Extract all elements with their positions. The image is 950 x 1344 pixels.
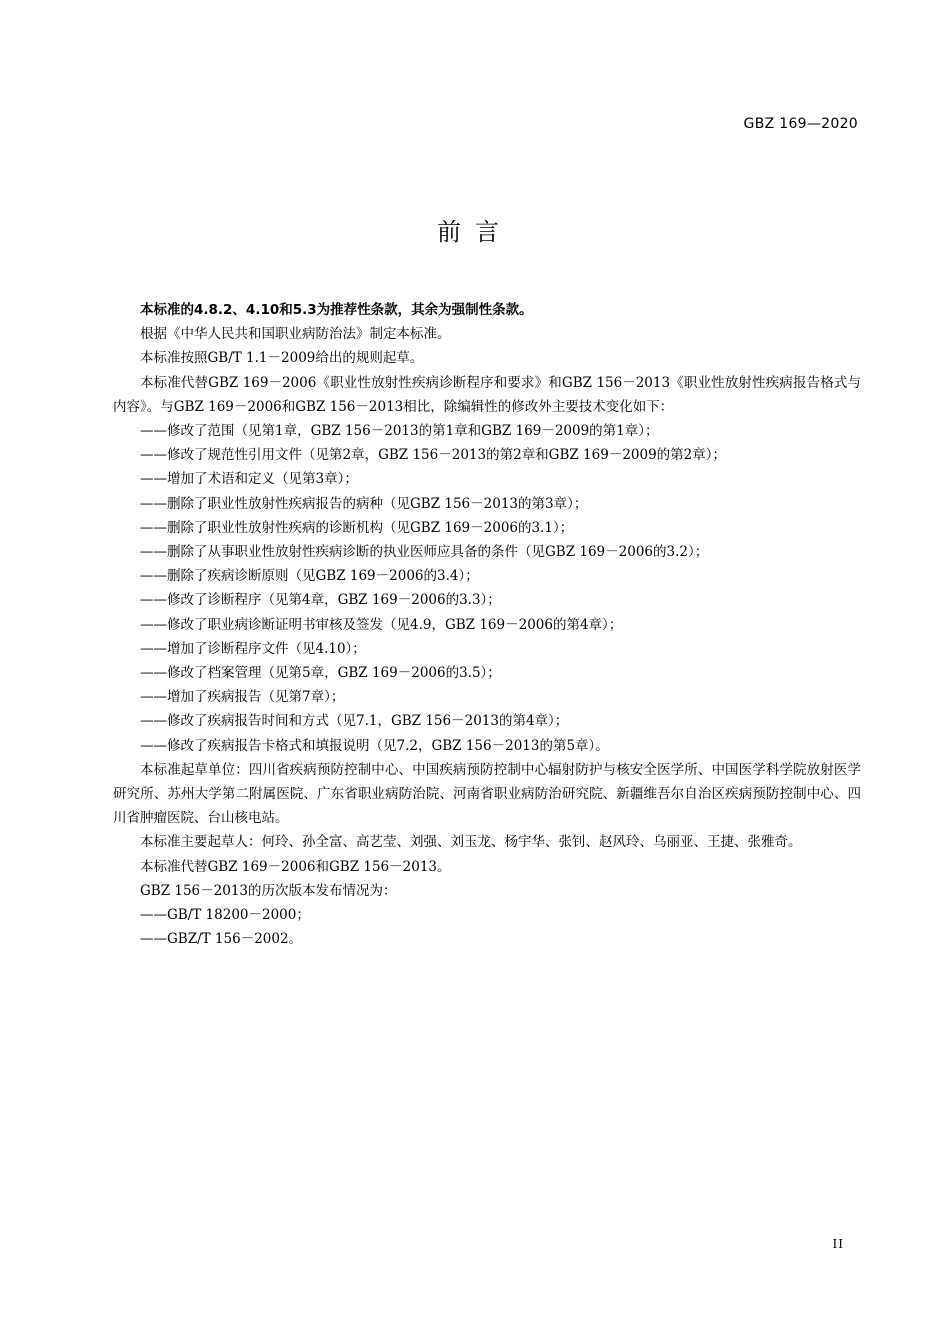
paragraph-recommended-clauses: 本标准的4.8.2、4.10和5.3为推荐性条款，其余为强制性条款。: [140, 302, 533, 318]
paragraph-version-history: GBZ 156－2013的历次版本发布情况为：: [140, 882, 397, 899]
list-item: ——修改了诊断程序（见第4章，GBZ 169－2006的3.3）；: [140, 592, 501, 609]
list-item: ——GBZ/T 156－2002。: [140, 931, 303, 948]
standard-code: GBZ 169—2020: [743, 116, 858, 132]
paragraph-main-drafters: 本标准主要起草人：何玲、孙全富、高艺莹、刘强、刘玉龙、杨宇华、张钊、赵风玲、乌丽亚、王捷、张雅奇。: [140, 834, 802, 851]
list-item: ——修改了疾病报告卡格式和填报说明（见7.2，GBZ 156－2013的第5章）。: [140, 737, 609, 754]
list-item: ——增加了术语和定义（见第3章）；: [140, 471, 358, 488]
paragraph-replaces: 本标准代替GBZ 169－2006和GBZ 156－2013。: [140, 858, 451, 875]
list-item: ——修改了疾病报告时间和方式（见7.1，GBZ 156－2013的第4章）；: [140, 713, 569, 730]
list-item: ——删除了职业性放射性疾病报告的病种（见GBZ 156－2013的第3章）；: [140, 495, 588, 512]
list-item: ——删除了从事职业性放射性疾病诊断的执业医师应具备的条件（见GBZ 169－2006的3.2）；: [140, 544, 709, 561]
list-item: ——删除了职业性放射性疾病的诊断机构（见GBZ 169－2006的3.1）；: [140, 519, 574, 536]
list-item: ——GB/T 18200－2000；: [140, 907, 310, 924]
technical-changes-list: [113, 419, 861, 758]
paragraph-replacement: 本标准代替GBZ 169－2006《职业性放射性疾病诊断程序和要求》和GBZ 156－2013《职业性放射性疾病报告格式与内容》。与GBZ 169－2006和GBZ 156－2013相比，除编辑性的修改外主要技术变化如下：: [113, 374, 861, 415]
list-item: ——修改了职业病诊断证明书审核及签发（见4.9，GBZ 169－2006的第4章）；: [140, 616, 623, 633]
page-title: 前言: [437, 218, 513, 246]
list-item: ——增加了诊断程序文件（见4.10）；: [140, 640, 366, 657]
paragraph-drafting-rules: 本标准按照GB/T 1.1－2009给出的规则起草。: [140, 350, 424, 367]
paragraph-legal-basis: 根据《中华人民共和国职业病防治法》制定本标准。: [140, 326, 451, 343]
list-item: ——修改了档案管理（见第5章，GBZ 169－2006的3.5）；: [140, 665, 501, 682]
foreword-body: [113, 298, 861, 951]
list-item: ——增加了疾病报告（见第7章）；: [140, 689, 345, 706]
list-item: ——修改了范围（见第1章，GBZ 156－2013的第1章和GBZ 169－2009的第1章）；: [140, 423, 659, 440]
page-number: II: [832, 1237, 844, 1251]
paragraph-drafting-units: 本标准起草单位：四川省疾病预防控制中心、中国疾病预防控制中心辐射防护与核安全医学所、中国医学科学院放射医学研究所、苏州大学第二附属医院、广东省职业病防治院、河南省职业病防治研究院、新疆维吾尔自治区疾病预防控制中心、四川省肿瘤医院、台山核电站。: [113, 761, 861, 827]
list-item: ——删除了疾病诊断原则（见GBZ 169－2006的3.4）；: [140, 568, 479, 585]
list-item: ——修改了规范性引用文件（见第2章，GBZ 156－2013的第2章和GBZ 169－2009的第2章）；: [140, 447, 727, 464]
version-history-list: [113, 903, 861, 951]
